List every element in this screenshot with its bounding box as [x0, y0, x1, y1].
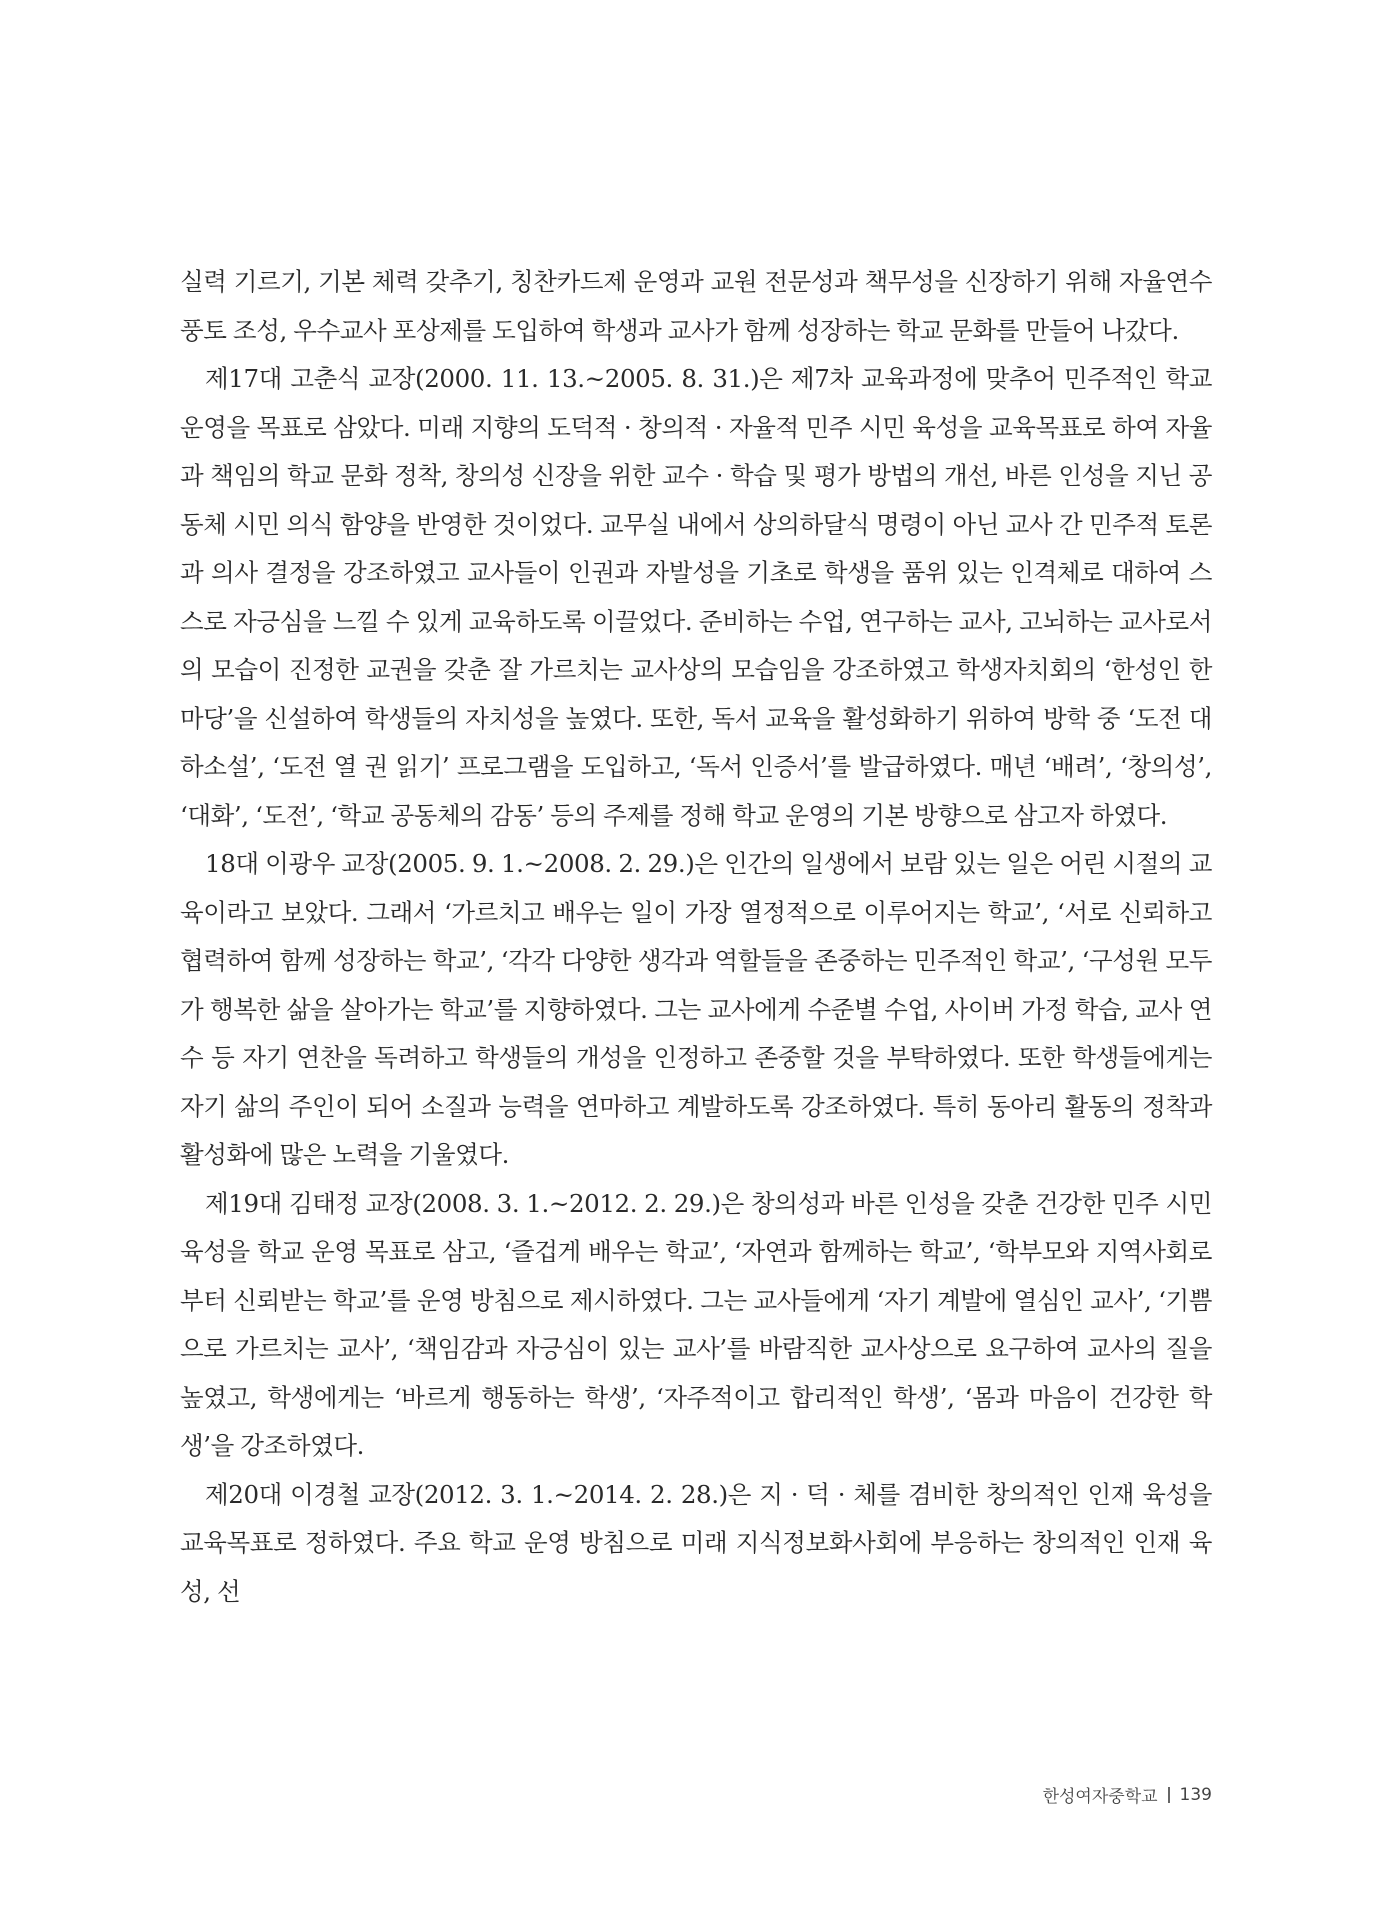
paragraph-principal-19: 제19대 김태정 교장(2008. 3. 1.~2012. 2. 29.)은 창의성과 바른 인성을 갖춘 건강한 민주 시민 육성을 학교 운영 목표로 삼고, ‘즐겁게 배우는 학교’, ‘자연과 함께하는 학교’, ‘학부모와 지역사회로부터 신뢰받는 학교’를 운영 방침으로 제시하였다. 그는 교사들에게 ‘자기 계발에 열심인 교사’, ‘기쁨으로 가르치는 교사’, ‘책임감과 자긍심이 있는 교사’를 바람직한 교사상으로 요구하여 교사의 질을 높였고, 학생에게는 ‘바르게 행동하는 학생’, ‘자주적이고 합리적인 학생’, ‘몸과 마음이 건강한 학생’을 강조하였다. — [180, 1188, 1212, 1460]
paragraph-principal-18: 18대 이광우 교장(2005. 9. 1.~2008. 2. 29.)은 인간의 일생에서 보람 있는 일은 어린 시절의 교육이라고 보았다. 그래서 ‘가르치고 배우는 일이 가장 열정적으로 이루어지는 학교’, ‘서로 신뢰하고 협력하여 함께 성장하는 학교’, ‘각각 다양한 생각과 역할들을 존중하는 민주적인 학교’, ‘구성원 모두가 행복한 삶을 살아가는 학교’를 지향하였다. 그는 교사에게 수준별 수업, 사이버 가정 학습, 교사 연수 등 자기 연찬을 독려하고 학생들의 개성을 인정하고 존중할 것을 부탁하였다. 또한 학생들에게는 자기 삶의 주인이 되어 소질과 능력을 연마하고 계발하도록 강조하였다. 특히 동아리 활동의 정착과 활성화에 많은 노력을 기울였다. — [180, 849, 1212, 1169]
paragraph-principal-20: 제20대 이경철 교장(2012. 3. 1.~2014. 2. 28.)은 지 · 덕 · 체를 겸비한 창의적인 인재 육성을 교육목표로 정하였다. 주요 학교 운영 방침으로 미래 지식정보화사회에 부응하는 창의적인 인재 육성, 선 — [180, 1479, 1212, 1606]
body-text — [180, 258, 1212, 1616]
page-footer — [1043, 1782, 1212, 1807]
page-number: 139 — [1179, 1784, 1212, 1805]
footer-divider — [1168, 1787, 1170, 1803]
paragraph-principal-17: 제17대 고춘식 교장(2000. 11. 13.~2005. 8. 31.)은 제7차 교육과정에 맞추어 민주적인 학교 운영을 목표로 삼았다. 미래 지향의 도덕적 · 창의적 · 자율적 민주 시민 육성을 교육목표로 하여 자율과 책임의 학교 문화 정착, 창의성 신장을 위한 교수 · 학습 및 평가 방법의 개선, 바른 인성을 지닌 공동체 시민 의식 함양을 반영한 것이었다. 교무실 내에서 상의하달식 명령이 아닌 교사 간 민주적 토론과 의사 결정을 강조하였고 교사들이 인권과 자발성을 기초로 학생을 품위 있는 인격체로 대하여 스스로 자긍심을 느낄 수 있게 교육하도록 이끌었다. 준비하는 수업, 연구하는 교사, 고뇌하는 교사로서의 모습이 진정한 교권을 갖춘 잘 가르치는 교사상의 모습임을 강조하였고 학생자치회의 ‘한성인 한마당’을 신설하여 학생들의 자치성을 높였다. 또한, 독서 교육을 활성화하기 위하여 방학 중 ‘도전 대하소설’, ‘도전 열 권 읽기’ 프로그램을 도입하고, ‘독서 인증서’를 발급하였다. 매년 ‘배려’, ‘창의성’, ‘대화’, ‘도전’, ‘학교 공동체의 감동’ 등의 주제를 정해 학교 운영의 기본 방향으로 삼고자 하였다. — [180, 364, 1212, 830]
footer-school-name: 한성여자중학교 — [1042, 1787, 1158, 1807]
paragraph-continuation: 실력 기르기, 기본 체력 갖추기, 칭찬카드제 운영과 교원 전문성과 책무성을 신장하기 위해 자율연수 풍토 조성, 우수교사 포상제를 도입하여 학생과 교사가 함께 성장하는 학교 문화를 만들어 나갔다. — [180, 267, 1212, 345]
